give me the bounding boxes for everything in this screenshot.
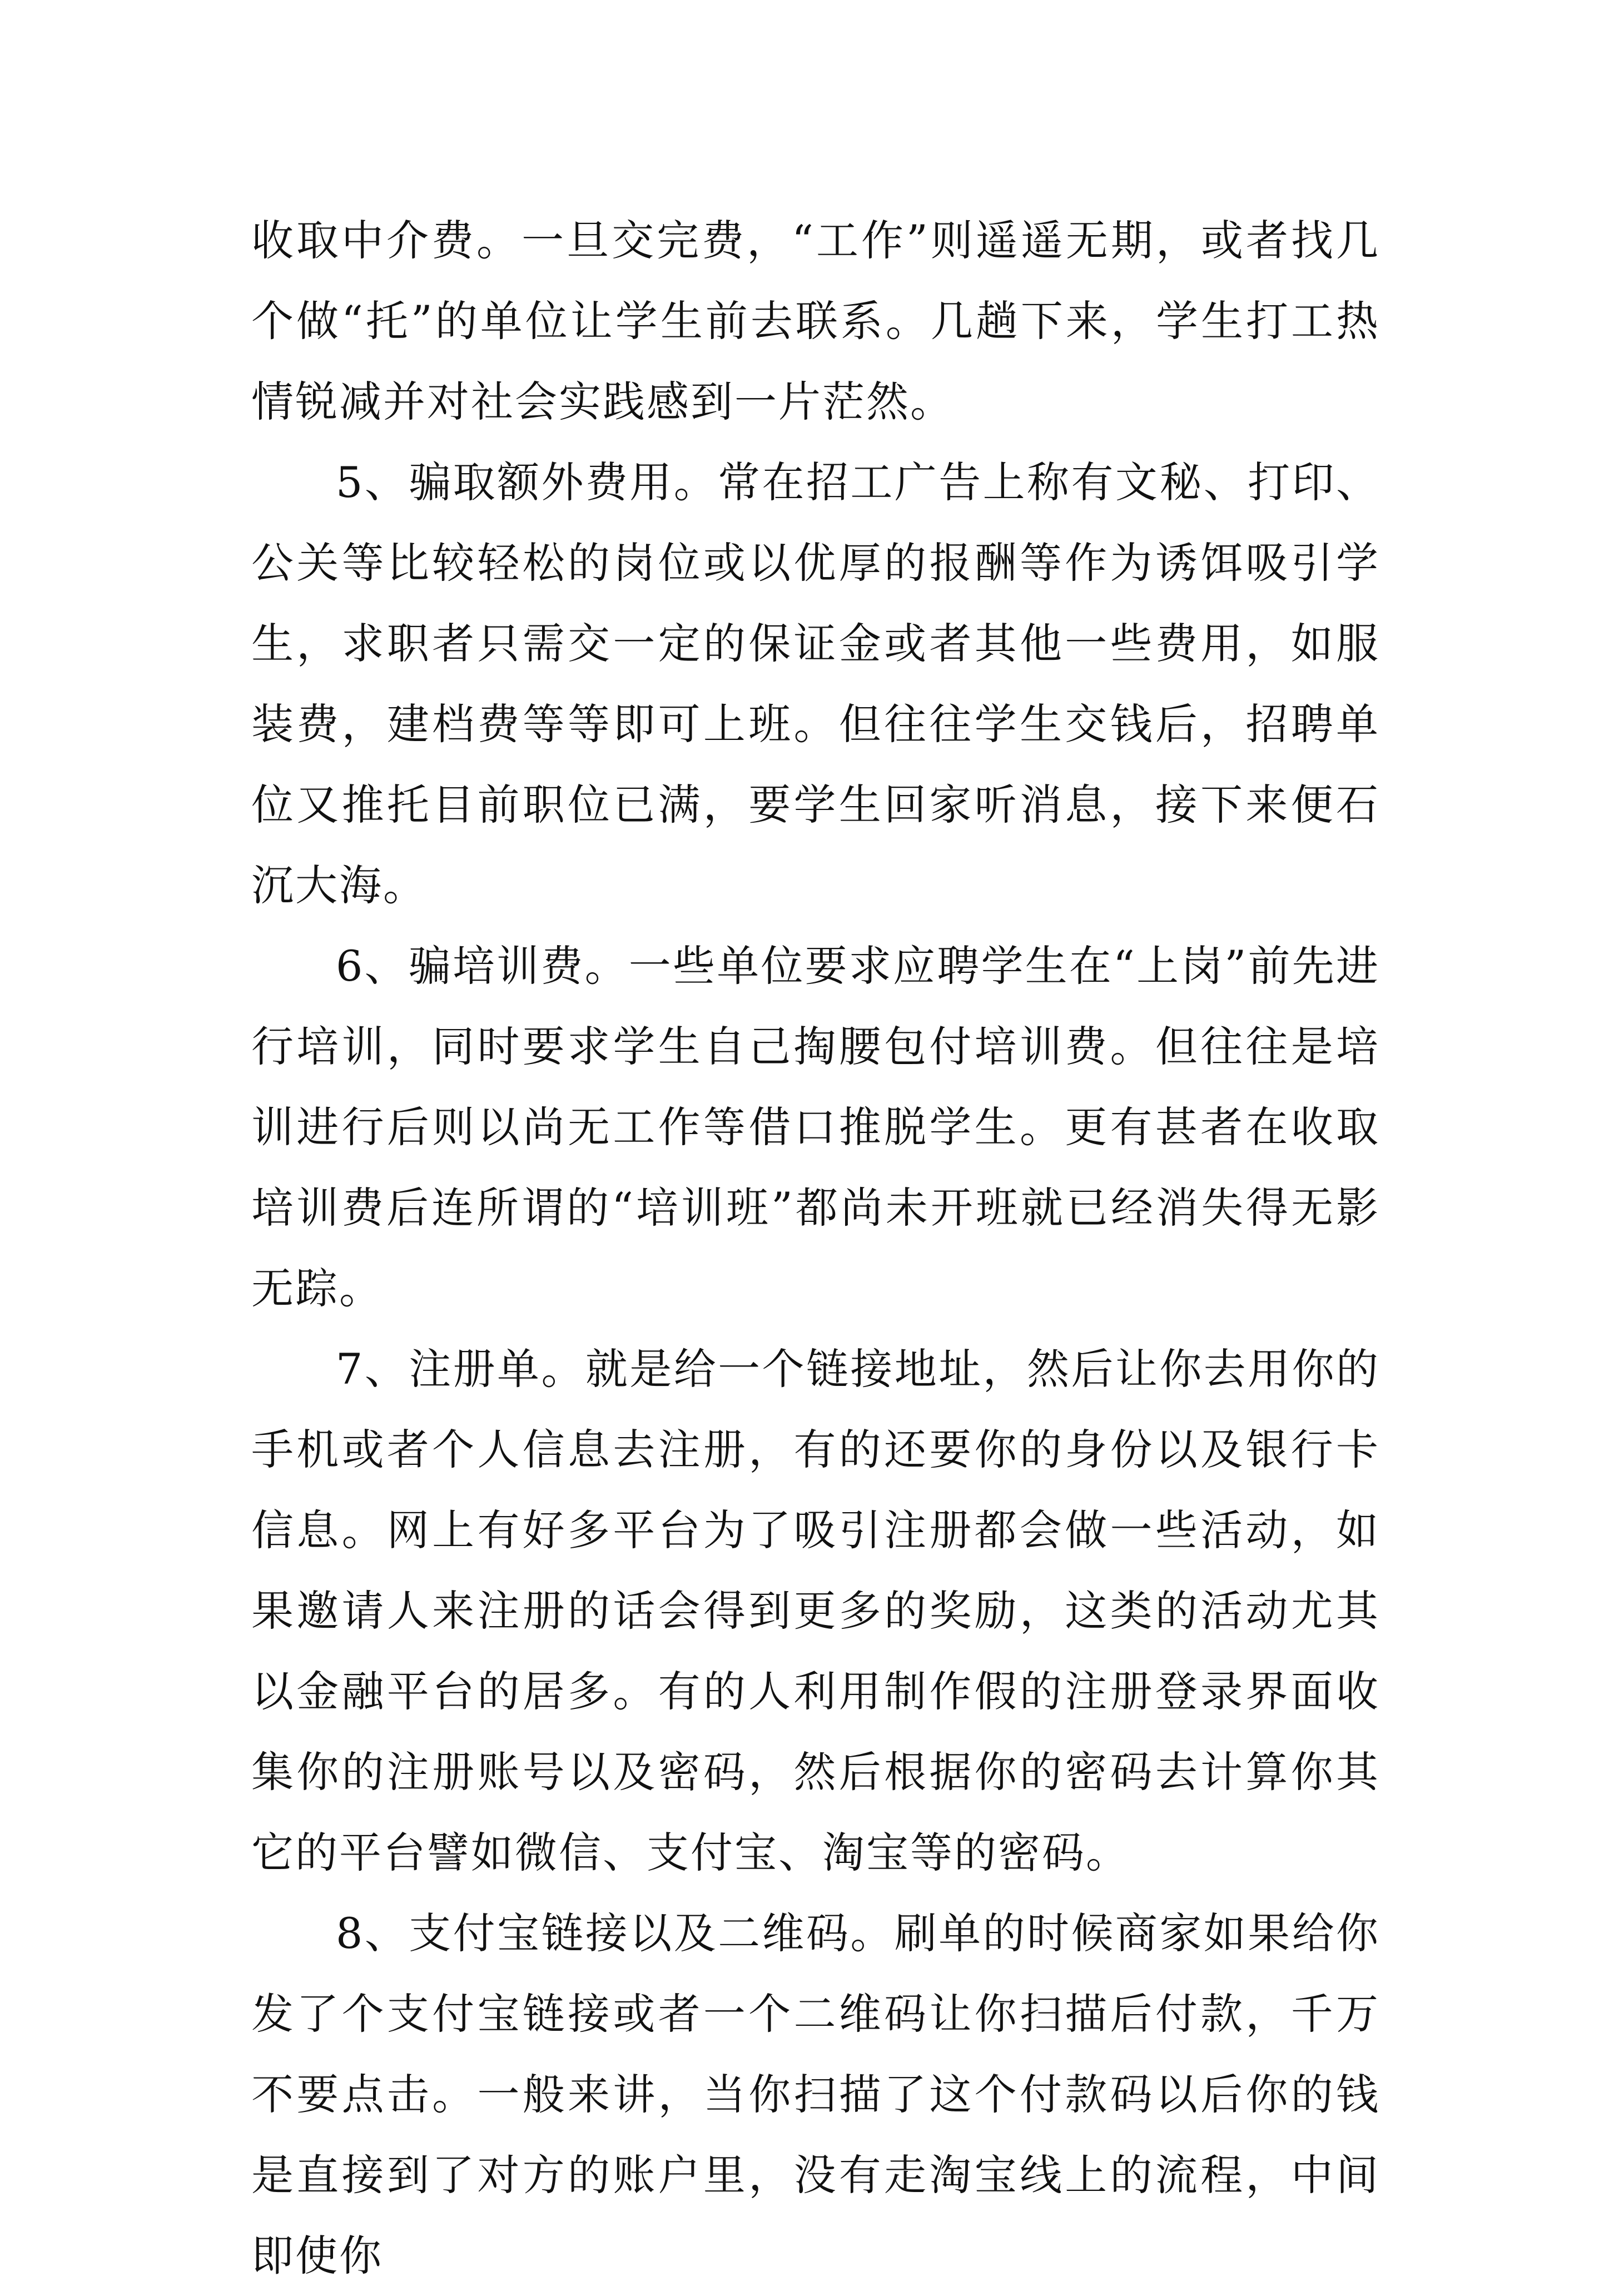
paragraph-item-6: 6、骗培训费。一些单位要求应聘学生在“上岗”前先进行培训，同时要求学生自己掏腰包付培训费。但往往是培训进行后则以尚无工作等借口推脱学生。更有甚者在收取培训费后连所谓的“培训班”都尚未开班就已经消失得无影无踪。	[251, 941, 1380, 1313]
paragraph-item-7: 7、注册单。就是给一个链接地址，然后让你去用你的手机或者个人信息去注册，有的还要你的身份以及银行卡信息。网上有好多平台为了吸引注册都会做一些活动，如果邀请人来注册的话会得到更多的奖励，这类的活动尤其以金融平台的居多。有的人利用制作假的注册登录界面收集你的注册账号以及密码，然后根据你的密码去计算你其它的平台譬如微信、支付宝、淘宝等的密码。	[251, 1344, 1380, 1877]
document-body	[251, 200, 1380, 2296]
paragraph-item-8: 8、支付宝链接以及二维码。刷单的时候商家如果给你发了个支付宝链接或者一个二维码让你扫描后付款，千万不要点击。一般来讲，当你扫描了这个付款码以后你的钱是直接到了对方的账户里，没有走淘宝线上的流程，中间即使你	[251, 1909, 1380, 2280]
paragraph-continuation: 收取中介费。一旦交完费，“工作”则遥遥无期，或者找几个做“托”的单位让学生前去联系。几趟下来，学生打工热情锐减并对社会实践感到一片茫然。	[251, 216, 1380, 426]
paragraph-item-5: 5、骗取额外费用。常在招工广告上称有文秘、打印、公关等比较轻松的岗位或以优厚的报酬等作为诱饵吸引学生，求职者只需交一定的保证金或者其他一些费用，如服装费，建档费等等即可上班。但往往学生交钱后，招聘单位又推托目前职位已满，要学生回家听消息，接下来便石沉大海。	[251, 458, 1380, 910]
